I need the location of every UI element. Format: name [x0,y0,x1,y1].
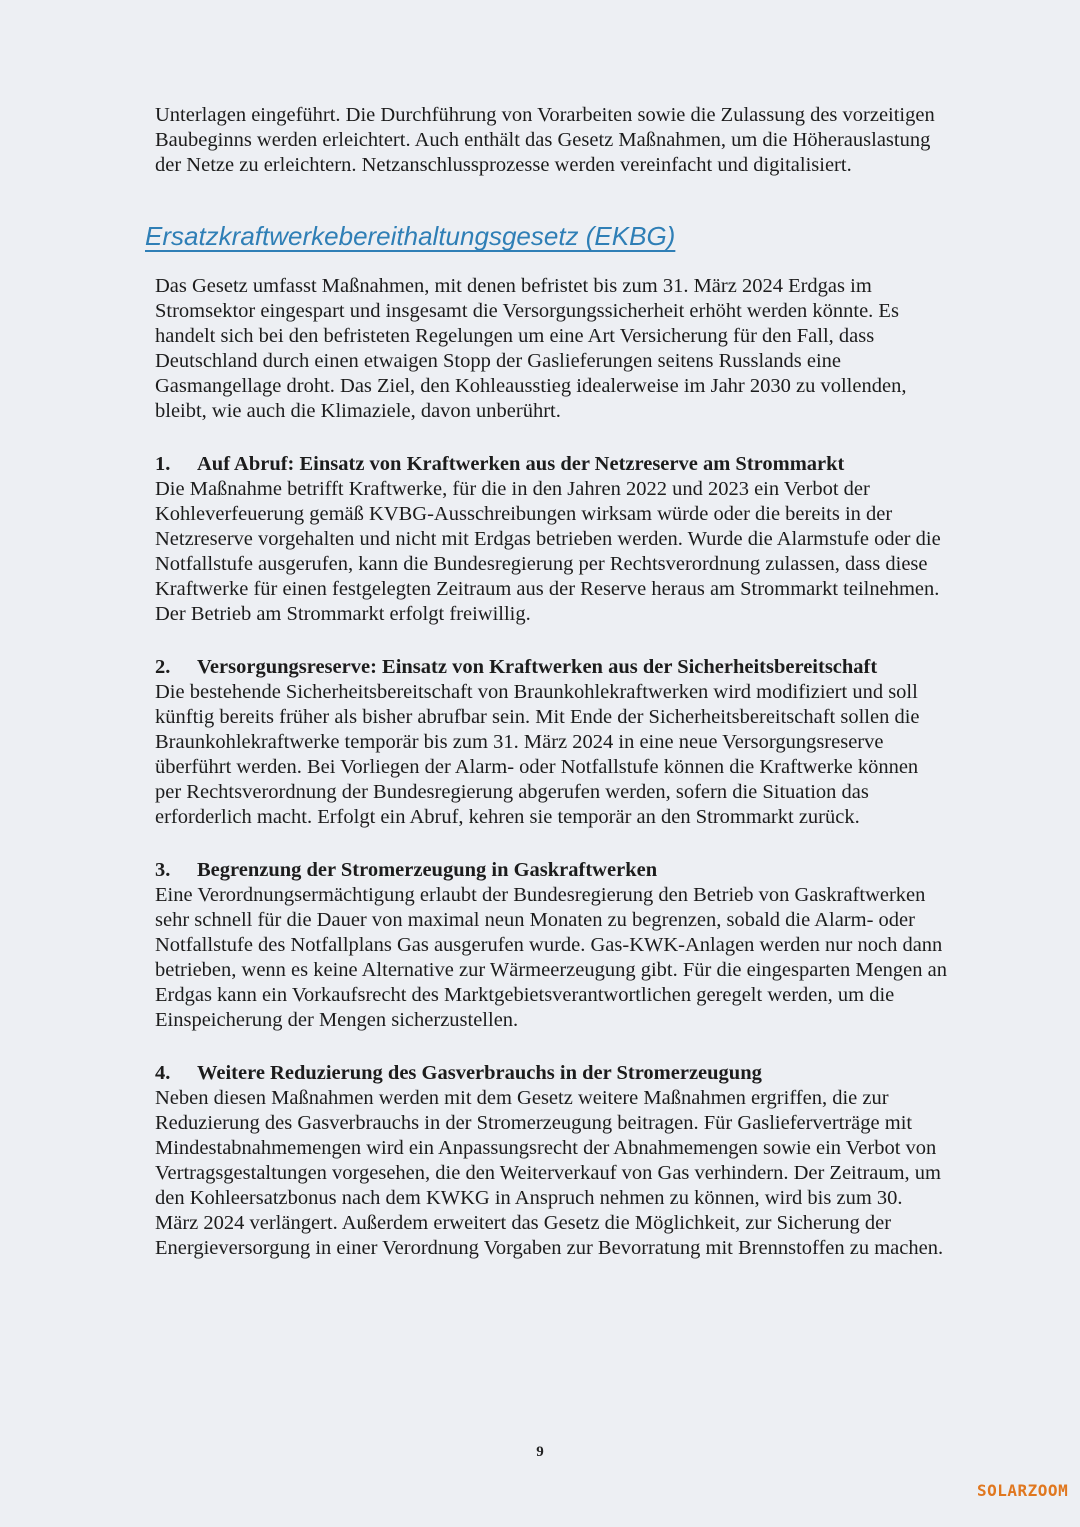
section-2-heading [155,655,947,680]
document-content [145,103,947,1289]
section-1-body: Die Maßnahme betrifft Kraftwerke, für die in den Jahren 2022 und 2023 ein Verbot der Kohleverfeuerung gemäß KVBG-Ausschreibungen wirksam würde oder die bereits in der Netzreserve vorgehalten und nicht mit Erdgas betrieben werden. Wurde die Alarmstufe oder die Notfallstufe ausgerufen, kann die Bundesregierung per Rechtsverordnung zulassen, dass diese Kraftwerke für einen festgelegten Zeitraum aus der Reserve heraus am Strommarkt teilnehmen. Der Betrieb am Strommarkt erfolgt freiwillig. [155,478,941,625]
section-1-number: 1. [155,453,171,475]
ekbg-heading-text: Ersatzkraftwerkebereithaltungsgesetz (EKBG) [145,221,676,251]
section-3-title: Begrenzung der Stromerzeugung in Gaskraftwerken [197,859,658,881]
section-4 [155,1061,947,1261]
section-2-number: 2. [155,656,171,678]
page-number: 9 [536,1444,544,1460]
section-1-heading [155,452,947,477]
section-4-title: Weitere Reduzierung des Gasverbrauchs in der Stromerzeugung [197,1062,762,1084]
lead-paragraph: Das Gesetz umfasst Maßnahmen, mit denen befristet bis zum 31. März 2024 Erdgas im Stromsektor eingespart und insgesamt die Versorgungssicherheit erhöht werden könnte. Es handelt sich bei den befristeten Regelungen um eine Art Versicherung für den Fall, dass Deutschland durch einen etwaigen Stopp der Gaslieferungen seitens Russlands eine Gasmangellage droht. Das Ziel, den Kohleausstieg idealerweise im Jahr 2030 zu vollenden, bleibt, wie auch die Klimaziele, davon unberührt. [155,275,907,422]
section-1 [155,452,947,627]
section-3-heading [155,858,947,883]
section-4-heading [155,1061,947,1086]
ekbg-heading [145,220,947,252]
section-2-body: Die bestehende Sicherheitsbereitschaft von Braunkohlekraftwerken wird modifiziert und soll künftig bereits früher als bisher abrufbar sein. Mit Ende der Sicherheitsbereitschaft sollen die Braunkohlekraftwerke temporär bis zum 31. März 2024 in eine neue Versorgungsreserve überführt werden. Bei Vorliegen der Alarm- oder Notfallstufe können die Kraftwerke können per Rechtsverordnung der Bundesregierung abgerufen werden, sofern die Situation das erforderlich macht. Erfolgt ein Abruf, kehren sie temporär an den Strommarkt zurück. [155,681,920,828]
section-4-number: 4. [155,1062,171,1084]
intro-paragraph: Unterlagen eingeführt. Die Durchführung von Vorarbeiten sowie die Zulassung des vorzeitigen Baubeginns werden erleichtert. Auch enthält das Gesetz Maßnahmen, um die Höherauslastung der Netze zu erleichtern. Netzanschlussprozesse werden vereinfacht und digitalisiert. [155,104,935,176]
section-3 [155,858,947,1033]
section-1-title: Auf Abruf: Einsatz von Kraftwerken aus der Netzreserve am Strommarkt [197,453,845,475]
section-4-body: Neben diesen Maßnahmen werden mit dem Gesetz weitere Maßnahmen ergriffen, die zur Reduzierung des Gasverbrauchs in der Stromerzeugung beitragen. Für Gaslieferverträge mit Mindestabnahmemengen wird ein Anpassungsrecht der Abnahmemengen sowie ein Verbot von Vertragsgestaltungen vorgesehen, die den Weiterverkauf von Gas verhindern. Der Zeitraum, um den Kohleersatzbonus nach dem KWKG in Anspruch nehmen zu können, wird bis zum 30. März 2024 verlängert. Außerdem erweitert das Gesetz die Möglichkeit, zur Sicherung der Energieversorgung in einer Verordnung Vorgaben zur Bevorratung mit Brennstoffen zu machen. [155,1087,944,1259]
section-2-title: Versorgungsreserve: Einsatz von Kraftwerken aus der Sicherheitsbereitschaft [197,656,878,678]
section-2 [155,655,947,830]
section-3-number: 3. [155,859,171,881]
solarzoom-watermark: SOLARZOOM [977,1481,1069,1500]
section-3-body: Eine Verordnungsermächtigung erlaubt der Bundesregierung den Betrieb von Gaskraftwerken sehr schnell für die Dauer von maximal neun Monaten zu begrenzen, sobald die Alarm- oder Notfallstufe des Notfallplans Gas ausgerufen wurde. Gas-KWK-Anlagen werden nur noch dann betrieben, wenn es keine Alternative zur Wärmeerzeugung gibt. Für die eingesparten Mengen an Erdgas kann ein Vorkaufsrecht des Marktgebietsverantwortlichen geregelt werden, um die Einspeicherung der Mengen sicherzustellen. [155,884,947,1031]
